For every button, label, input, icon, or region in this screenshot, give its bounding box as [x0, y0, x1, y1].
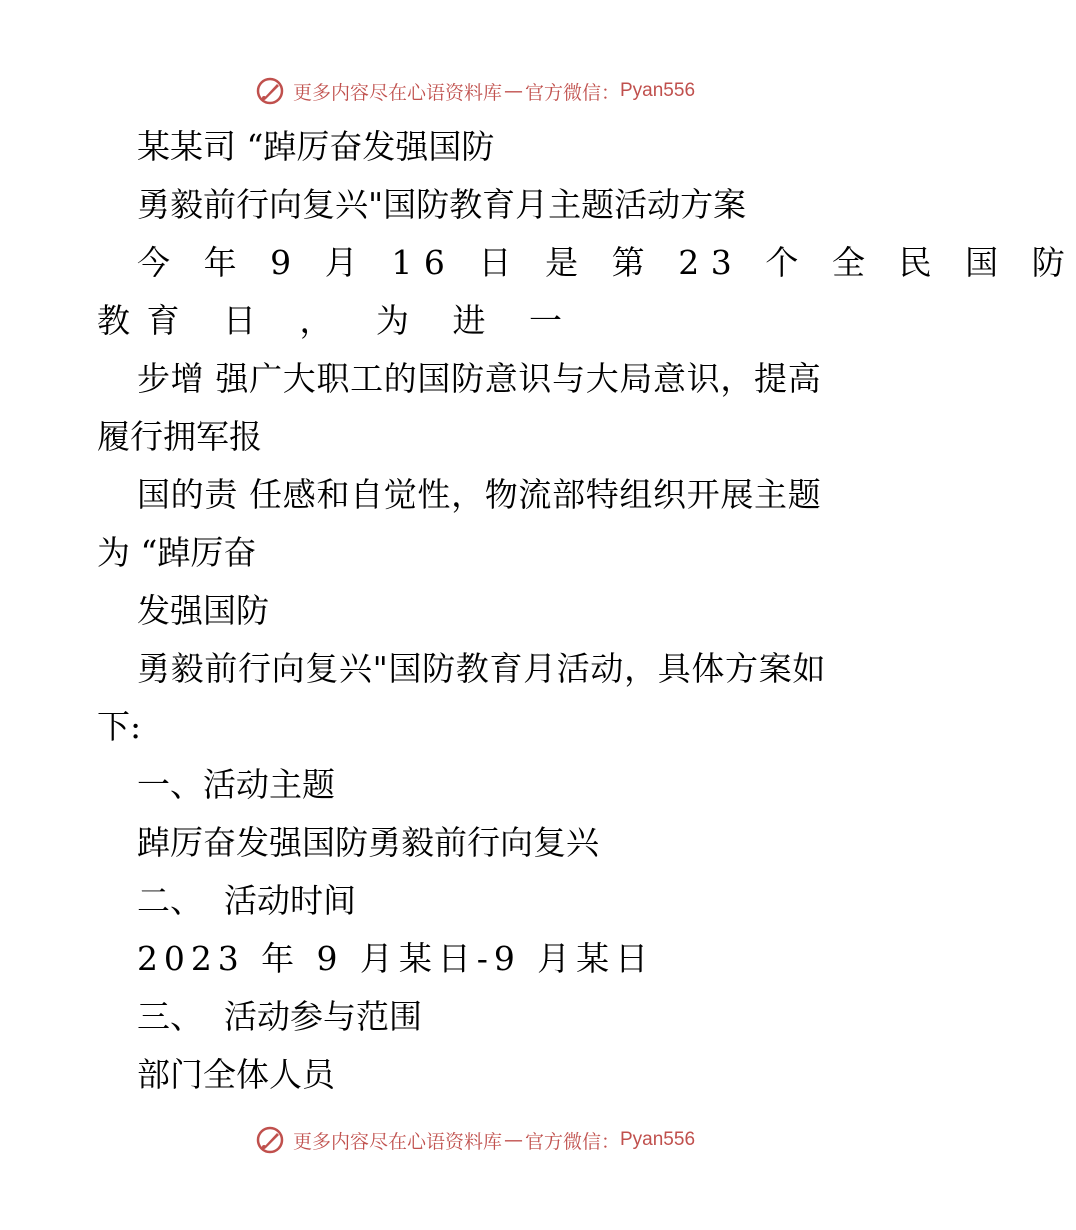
section-heading: 一、活动主题 [137, 765, 335, 804]
paragraph-line: 步增 强广大职工的国防意识与大局意识，提高 [137, 359, 822, 398]
paragraph-line: 下: [97, 707, 142, 746]
paragraph-line: 履行拥军报 [97, 417, 262, 456]
banner-main-text: 更多内容尽在心语资料库 [292, 81, 502, 104]
banner-official-text: 官方微信： [524, 1130, 620, 1153]
header-banner [0, 71, 950, 111]
paragraph-line: 为 “踔厉奋 [97, 533, 257, 572]
banner-official-text: 官方微信： [524, 81, 620, 104]
paragraph-line: 发强国防 [137, 591, 269, 630]
paragraph-line: 国的责 任感和自觉性，物流部特组织开展主题 [137, 475, 822, 514]
banner-dash: — [503, 80, 523, 102]
title-line-1: 某某司 “踔厉奋发强国防 [137, 127, 495, 166]
footer-banner [0, 1120, 950, 1160]
quill-circle-icon [255, 1125, 285, 1155]
banner-wechat-id: Pyan556 [620, 1129, 696, 1150]
section-heading: 二、 活动时间 [137, 881, 356, 920]
banner-wechat-id: Pyan556 [620, 80, 696, 101]
paragraph-line: 今 年 9 月 16 日 是 第 23 个 全 民 国 防 [137, 243, 1076, 282]
paragraph-line: 教育 日 ， 为 进 一 [97, 301, 579, 340]
paragraph-line: 勇毅前行向复兴"国防教育月活动，具体方案如 [137, 649, 827, 688]
quill-circle-icon [255, 76, 285, 106]
document-body [97, 118, 1076, 1104]
section-text: 踔厉奋发强国防勇毅前行向复兴 [137, 823, 599, 862]
banner-dash: — [503, 1129, 523, 1151]
section-heading: 三、 活动参与范围 [137, 997, 422, 1036]
section-text: 2023 年 9 月某日-9 月某日 [137, 939, 655, 978]
banner-main-text: 更多内容尽在心语资料库 [292, 1130, 502, 1153]
title-line-2: 勇毅前行向复兴"国防教育月主题活动方案 [137, 185, 747, 224]
section-text: 部门全体人员 [137, 1055, 335, 1094]
